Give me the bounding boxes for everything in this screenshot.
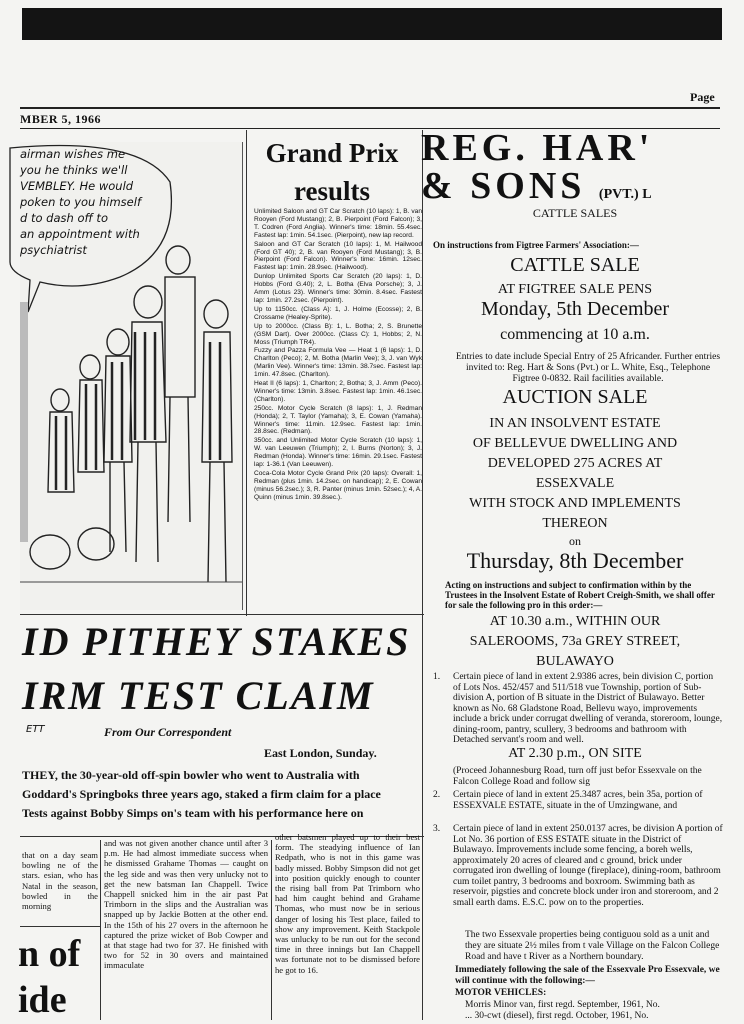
ad-lot-2 [433, 790, 723, 824]
ad-commencing: commencing at 10 a.m. [500, 326, 650, 343]
result-entry: Fuzzy and Pazza Formula Vee — Heat 1 (6 laps): 1, D. Charlton (Peco); 2, M. Botha (Marlin Vee); 3, J. van Wyk (Marlin Vee). Winner's time: 13min. 38.7sec. Fastest lap: 1min. 47.8sec. (Charlton). [254, 347, 422, 379]
result-entry: 350cc. and Unlimited Motor Cycle Scratch (10 laps): 1, W. van Leeuwen (Triumph); 2, I. Burns (Norton); 3, J. Redman (Honda). Winner's time: 16min. 29.1sec. Fastest lap: 1-36.1 (Van Leeuwen). [254, 437, 422, 469]
speech-line: you he thinks we'll [20, 163, 128, 177]
result-entry: Up to 2000cc. (Class B): 1, L. Botha; 2, S. Brunette (GSM Dart). Over 2000cc. (Class C): 1, Hobbs; 2, N. Moss (Triumph TR4). [254, 322, 422, 346]
story-top-rule [20, 614, 424, 615]
scan-black-bar [22, 8, 722, 40]
speech-line: d to dash off to [20, 211, 108, 225]
ad-lot-text: Certain piece of land in extent 2.9386 acres, bein division C, portion of Lots Nos. 452/457 and 511/518 vue Township, portion of Sub-division A, portion of B situate in the District of Bulawayo. Better known as No. 68 Gladstone Road, Bellevu wayo, improvements include a brick under corrugat dwelling of veranda, storeroom, lounge, dining-room, pantry, scullery, 3 bedrooms and bathroom with Detached servant's room and well. [453, 672, 723, 745]
story-column-1 [22, 850, 98, 920]
ad-sale-pens: AT FIGTREE SALE PENS [497, 282, 653, 297]
column-text: that on a day seam bowling ne of the stars. esian, who has Natal in the season, bowled in the morning [22, 850, 98, 912]
ad-instructions: On instructions from Figtree Farmers' Association:— [433, 240, 639, 250]
ad-time-place: SALEROOMS, 73a GREY STREET, [469, 634, 681, 649]
ad-estate-line: THEREON [542, 516, 608, 531]
results-title-line1: Grand Prix [265, 138, 399, 168]
ad-lot-number: 1. [433, 672, 441, 682]
ad-brand-pvt: (PVT.) L [598, 187, 652, 202]
speech-line: an appointment with [20, 227, 140, 241]
story-lede [22, 766, 422, 823]
ad-trustees-note: Acting on instructions and subject to confirmation within by the Trustees in the Insolvent Estate of Robert Creigh-Smith, we shall offer for sale the following pro in this order:— [445, 580, 715, 610]
ad-cattle-sale: CATTLE SALE [510, 254, 640, 276]
page-label: Page [690, 90, 715, 104]
issue-date: MBER 5, 1966 [20, 112, 101, 126]
result-entry: Up to 1150cc. (Class A): 1, J. Holme (Ecosse); 2, B. Crossame (Healey-Sprite). [254, 305, 422, 321]
speech-bubble-text [20, 146, 155, 258]
auction-advertisement [421, 120, 725, 1024]
ad-time-place: BULAWAYO [536, 654, 614, 669]
ad-sale-date: Monday, 5th December [480, 298, 670, 320]
ad-following-note: Immediately following the sale of the Essexvale Pro Essexvale, we will continue with the following:— [455, 965, 720, 986]
ad-brand-line2 [421, 164, 652, 208]
ad-vehicle-line: ... 30-cwt (diesel), first regd. October, 1961, No. [465, 1011, 649, 1021]
column-rule [100, 840, 101, 1020]
column-text: and was not given another chance until after 3 p.m. He had almost immediate success when he dismissed Grahame Thomas — caught on the leg side and was then very unlucky not to get the new batsman Ian Chappell. Twice Chappell snicked him in the air past Pat Trimborn in the slips and the Australian was snapped up by Jackie Botten at the other end. In the 15th of his 27 overs in the afternoon he captured the prize wicket of Bob Cowper and at that stage had two for 37. He finished with two for 52 in 30 overs and maintained immaculate [104, 838, 268, 971]
ad-estate-line: DEVELOPED 275 ACRES AT [487, 456, 663, 471]
ad-estate-line: IN AN INSOLVENT ESTATE [489, 416, 661, 431]
column-text: other batsmen played up to their best form. The steadying influence of Ian Redpath, who is not in this game was badly missed. Bobby Simpson did not get into position quickly enough to counter the rising ball from Pat Trimborn who had him caught behind and Grahame Thomas, who must now be in serious danger of losing his Test place, failed to show any improvement. Keith Stackpole was unlucky to be run out for the second time in three innings but Ian Chappell was fortunate not to be dismissed before he got to 16. [275, 832, 420, 975]
story-column-3 [275, 832, 420, 1018]
ad-entries-note: Entries to date include Special Entry of 25 Africander. Further entries invited to: Reg. Hart & Sons (Pvt.) or L. White, Esq., Telephone Figtree 0-0832. Rail facilities available. [455, 352, 721, 384]
lede-line: Goddard's Springboks three years ago, staked a firm claim for a place [22, 787, 381, 801]
column-rule [246, 130, 247, 616]
ad-brand-name: & SONS [421, 165, 586, 207]
speech-line: VEMBLEY. He would [20, 179, 134, 193]
cartoonist-signature: ETT [26, 724, 45, 735]
result-entry: Dunlop Unlimited Sports Car Scratch (20 laps): 1, D. Hobbs (Ford G.40); 2, L. Botha (Elva Porsche); 3, J. Amm (Lotus 23). Winner's time: 30min. 8.4sec. Fastest lap: 1min. 27.2sec. (Pierpoint). [254, 273, 422, 304]
results-title-line2: results [293, 176, 370, 206]
story-headline-line2: IRM TEST CLAIM [22, 673, 375, 718]
ad-lot-number: 3. [433, 824, 441, 834]
results-heading [248, 134, 416, 210]
ad-estate-line: WITH STOCK AND IMPLEMENTS [469, 496, 681, 511]
ad-vehicle-line: Morris Minor van, first regd. September, 1961, No. [465, 1000, 660, 1010]
ad-auction-sale: AUCTION SALE [502, 386, 648, 408]
ad-site-time: AT 2.30 p.m., ON SITE [508, 746, 642, 761]
ad-time-place: AT 10.30 a.m., WITHIN OUR [489, 614, 661, 629]
ad-lot-number: 2. [433, 790, 441, 800]
ad-lot-text: Certain piece of land in extent 25.3487 acres, bein 35a, portion of ESSEXVALE ESTATE, situate in the of Umzingwane, and [453, 790, 703, 811]
adjacent-headline-fragment: n of [18, 933, 81, 975]
top-rule [20, 107, 720, 109]
result-entry: Unlimited Saloon and GT Car Scratch (10 laps): 1, B. van Rooyen (Ford Mustang); 2, B. Pierpoint (Ford Falcon); 3, T. Codren (Ford Anglia). Winner's time: 18min. 55.4sec. Fastest lap: 1min. 54.1sec. (Pierpoint), new lap record. [254, 208, 422, 239]
speech-line: airman wishes me [20, 147, 126, 161]
results-list [254, 208, 422, 503]
story-byline: From Our Correspondent [104, 725, 232, 739]
ad-contiguous-note: The two Essexvale properties being contiguou sold as a unit and they are situate 2½ miles from t vale Village on the Falcon College Road and have t River as a Northern boundary. [465, 930, 720, 962]
ad-lot-3 [433, 824, 723, 928]
ad-section-heading: CATTLE SALES [532, 206, 618, 220]
ad-lot-text: Certain piece of land in extent 250.0137 acres, be division A portion of Lot No. 36 portion of ESS ESTATE situate in the District of Bulawayo. Improvements include some fencing, a boreh wells, approximately 20 acres of cleared and c ground, brick under corrugated iron dwelling of lounge (fireplace), dining-room, bathroom cum toilet pantry, 3 bedrooms and boxroom. Swimming bath as reservoir, pigsties and concrete block under iron and storeroom, and 2 small earth dams. E.S.C. pow on to the properties. [453, 824, 723, 908]
ad-lot-1 [433, 672, 723, 745]
column-rule [422, 130, 423, 1020]
ad-auction-date: Thursday, 8th December [466, 548, 684, 573]
story-dateline: East London, Sunday. [264, 746, 377, 760]
ad-estate-line: ESSEXVALE [535, 476, 615, 491]
lede-line: Tests against Bobby Simps on's team with his performance here on [22, 806, 364, 820]
ad-vehicles-heading: MOTOR VEHICLES: [455, 988, 547, 998]
story-column-2 [104, 838, 268, 1020]
speech-line: psychiatrist [20, 243, 87, 257]
result-entry: Coca-Cola Motor Cycle Grand Prix (20 laps): Overall: 1, Redman (plus 1min. 14.2sec. on handicap); 2, E. Cowan (minus 56.2sec.); 3, R. Panter (minus 1min. 52sec.); 4, A. Quinn (minus 1min. 39.8sec.). [254, 470, 422, 501]
lede-line: THEY, the 30-year-old off-spin bowler who went to Australia with [22, 768, 360, 782]
speech-line: poken to you himself [20, 195, 141, 209]
column-rule [20, 926, 100, 927]
ad-brand-line1: REG. HAR' [421, 127, 654, 169]
ad-estate-line: OF BELLEVUE DWELLING AND [472, 436, 678, 451]
ad-site-directions: (Proceed Johannesburg Road, turn off just befor Essexvale on the Falcon College Road and follow sig [453, 766, 702, 787]
result-entry: 250cc. Motor Cycle Scratch (8 laps): 1, J. Redman (Honda); 2, T. Taylor (Yamaha); 3, E. Cowan (Yamaha). Winner's time: 11min. 12.9sec. Fastest lap: 1min. 28.8sec. (Redman). [254, 404, 422, 436]
result-entry: Heat II (6 laps): 1, Charlton; 2, Botha; 3, J. Amm (Peco). Winner's time: 13min. 3.8sec. Fastest lap: 1min. 46.1sec. (Charlton). [254, 380, 422, 403]
ad-estate-line: on [569, 534, 581, 548]
column-rule [271, 840, 272, 1020]
result-entry: Saloon and GT Car Scratch (10 laps): 1, M. Hailwood (Ford GT 40); 2, B. van Rooyen (Ford Mustang); 3, B. Pierpoint (Ford Falcon). Winner's time: 16min. 12sec. Fastest lap: 1min. 28.9sec. (Hailwood). [254, 240, 422, 272]
adjacent-headline-fragment: ide [18, 979, 67, 1021]
story-headline-line1: ID PITHEY STAKES [22, 619, 411, 664]
